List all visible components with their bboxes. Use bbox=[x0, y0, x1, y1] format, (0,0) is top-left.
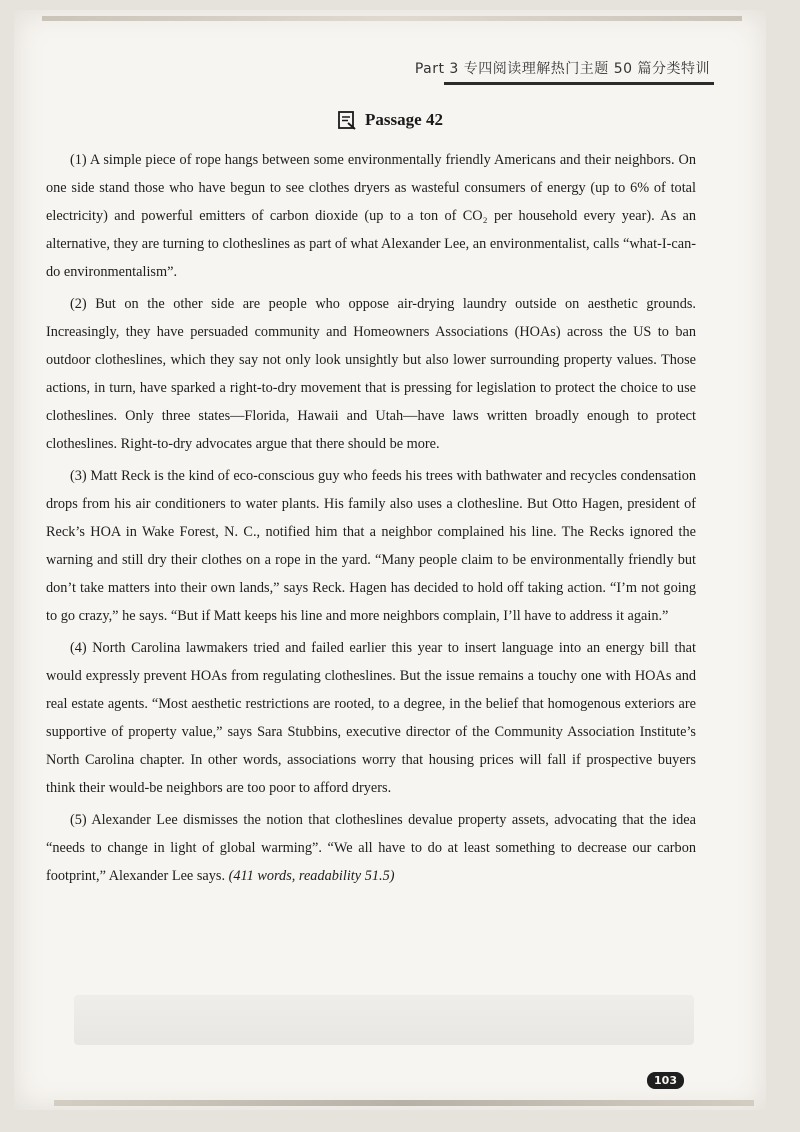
bleed-through-area bbox=[74, 995, 694, 1045]
word-count-note: (411 words, readability 51.5) bbox=[228, 868, 395, 884]
paragraph-5 bbox=[46, 806, 696, 890]
document-icon bbox=[337, 110, 357, 130]
passage-body bbox=[46, 146, 696, 890]
title-block bbox=[14, 110, 766, 135]
paragraph-5-text: (5) Alexander Lee dismisses the notion that clotheslines devalue property assets, advocating that the idea “needs to change in light of global warming”. “We all have to do at least something to decrease our carbon footprint,” Alexander Lee says. bbox=[46, 812, 696, 884]
paragraph-4: (4) North Carolina lawmakers tried and failed earlier this year to insert language into an energy bill that would expressly prevent HOAs from regulating clotheslines. But the issue remains a touchy one with HOAs and real estate agents. “Most aesthetic restrictions are rooted, to a degree, in the belief that homogenous exteriors are supportive of property value,” says Sara Stubbins, executive director of the Community Association Institute’s North Carolina chapter. In other words, associations worry that housing prices will fall if prospective buyers think their would-be neighbors are too poor to afford dryers. bbox=[46, 640, 696, 796]
document-page bbox=[14, 10, 766, 1110]
header-rule bbox=[444, 82, 714, 85]
paragraph-1: (1) A simple piece of rope hangs between some environmentally friendly Americans and their neighbors. On one side stand those who have begun to see clothes dryers as wasteful consumers of energy (up to 6% of total electricity) and powerful emitters of carbon dioxide (up to a ton of CO₂ per household every year). As an alternative, they are turning to clotheslines as part of what Alexander Lee, an environmentalist, calls “what-I-can-do environmentalism”. bbox=[46, 152, 696, 280]
passage-title-text: Passage 42 bbox=[365, 110, 443, 129]
passage-title bbox=[337, 110, 443, 130]
bottom-edge-shadow bbox=[54, 1100, 754, 1106]
paragraph-3: (3) Matt Reck is the kind of eco-conscious guy who feeds his trees with bathwater and recycles condensation drops from his air conditioners to water plants. His family also uses a clothesline. But Otto Hagen, president of Reck’s HOA in Wake Forest, N. C., notified him that a neighbor complained his line. The Recks ignored the warning and still dry their clothes on a rope in the yard. “Many people claim to be environmentally friendly but don’t take matters into their own lands,” says Reck. Hagen has decided to hold off taking action. “I’m not going to go crazy,” he says. “But if Matt keeps his line and more neighbors complain, I’ll have to address it again.” bbox=[46, 468, 696, 624]
paragraph-2: (2) But on the other side are people who oppose air-drying laundry outside on aesthetic grounds. Increasingly, they have persuaded community and Homeowners Associations (HOAs) across the US to ban outdoor clotheslines, which they say not only look unsightly but also lower surrounding property values. Those actions, in turn, have sparked a right-to-dry movement that is pressing for legislation to protect the choice to use clotheslines. Only three states—Florida, Hawaii and Utah—have laws written broadly enough to protect clotheslines. Right-to-dry advocates argue that there should be more. bbox=[46, 296, 696, 452]
top-edge-shadow bbox=[42, 16, 742, 21]
running-header: Part 3 专四阅读理解热门主题 50 篇分类特训 bbox=[414, 61, 710, 77]
page-number: 103 bbox=[647, 1072, 684, 1089]
